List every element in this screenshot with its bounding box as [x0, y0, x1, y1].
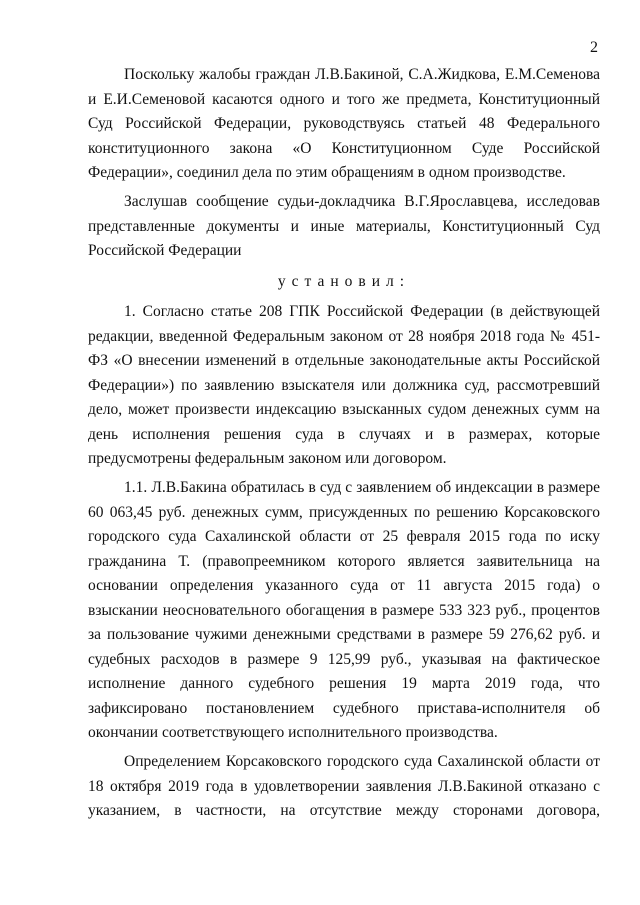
paragraph-clause-1: 1. Согласно статье 208 ГПК Российской Федерации (в действующей редакции, введенной Федеральным законом от 28 ноября 2018 года № 451-ФЗ «О внесении изменений в отдельные законодательные акты Российской Федерации») по заявлению взыскателя или должника суд, рассмотревший дело, может произвести индексацию взысканных судом денежных сумм на день исполнения решения суда в случаях и в размерах, которые предусмотрены федеральным законом или договором.: [88, 303, 600, 467]
paragraph-hearing: Заслушав сообщение судьи-докладчика В.Г.Ярославцева, исследовав представленные документы и иные материалы, Конституционный Суд Российской Федерации: [88, 193, 600, 259]
section-heading-established: установил:: [277, 272, 411, 290]
paragraph-joining-cases: Поскольку жалобы граждан Л.В.Бакиной, С.А.Жидкова, Е.М.Семенова и Е.И.Семеновой касаются одного и того же предмета, Конституционный Суд Российской Федерации, руководствуясь статьей 48 Федерального конституционного закона «О Конституционном Суде Российской Федерации», соединил дела по этим обращениям в одном производстве.: [88, 66, 600, 181]
document-body: [88, 63, 600, 824]
paragraph-clause-1-1: 1.1. Л.В.Бакина обратилась в суд с заявлением об индексации в размере 60 063,45 руб. денежных сумм, присужденных по решению Корсаковского городского суда Сахалинской области от 25 февраля 2015 года по иску гражданина Т. (правопреемником которого является заявительница на основании определения указанного суда от 11 августа 2015 года) о взыскании неосновательного обогащения в размере 533 323 руб., процентов за пользование чужими денежными средствами в размере 59 276,62 руб. и судебных расходов в размере 9 125,99 руб., указывая на фактическое исполнение данного судебного решения 19 марта 2019 года, что зафиксировано постановлением судебного пристава-исполнителя об окончании соответствующего исполнительного производства.: [88, 479, 600, 741]
page-number: 2: [590, 39, 598, 56]
paragraph-court-ruling: Определением Корсаковского городского суда Сахалинской области от 18 октября 2019 года в удовлетворении заявления Л.В.Бакиной отказано с указанием, в частности, на отсутствие между сторонами договора,: [88, 753, 600, 819]
